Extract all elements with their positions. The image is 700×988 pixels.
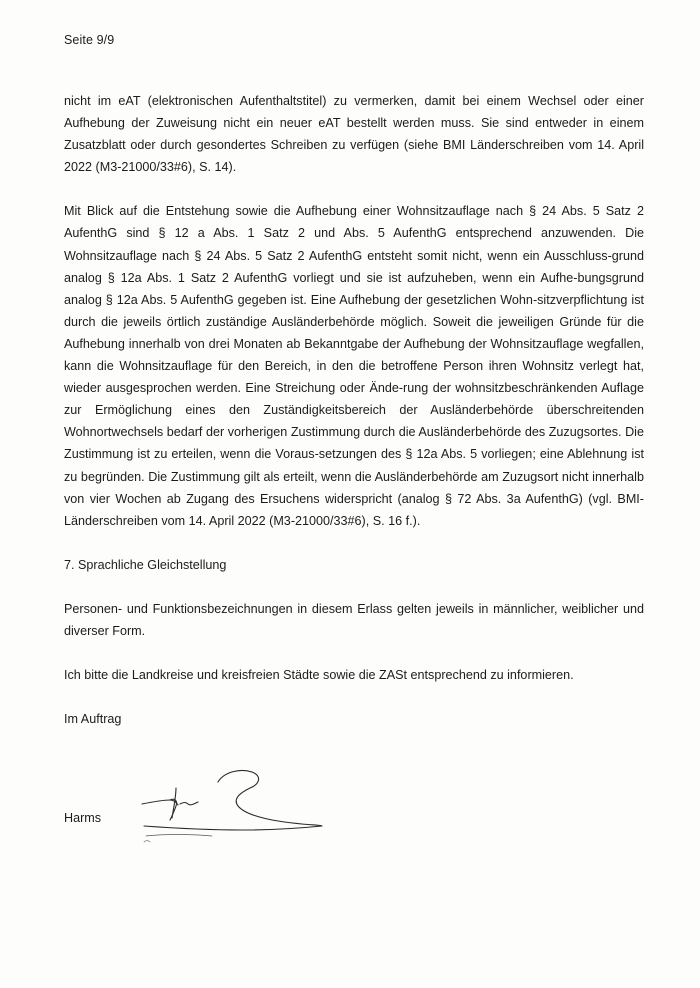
page-number: Seite 9/9 (64, 33, 115, 47)
signer-name: Harms (64, 811, 102, 825)
paragraph-information-request: Ich bitte die Landkreise und kreisfreien Städte sowie die ZASt entsprechend zu informieren. (64, 668, 574, 683)
paragraph-wohnsitzauflage: Mit Blick auf die Entstehung sowie die Aufhebung einer Wohnsitzauflage nach § 24 Abs. 5 Satz 2 AufenthG sind § 12 a Abs. 1 Satz 2 und Abs. 5 AufenthG entsprechend anzuwenden. Die Wohnsitzauflage nach § 24 Abs. 5 Satz 2 AufenthG entsteht somit nicht, wenn ein Ausschluss-grund analog § 12a Abs. 1 Satz 2 AufenthG vorliegt und sie ist aufzuheben, wenn ein Aufhe-bungsgrund analog § 12a Abs. 5 AufenthG gegeben ist. Eine Aufhebung der gesetzlichen Wohn-sitzverpflichtung ist durch die jeweils örtlich zuständige Ausländerbehörde möglich. Soweit die jeweiligen Gründe für die Aufhebung innerhalb von drei Monaten ab Bekanntgabe der Aufhebung der Wohnsitzauflage wegfallen, kann die Wohnsitzauflage für den Bereich, in den die betroffene Person ihren Wohnsitz verlegt hat, wieder ausgesprochen werden. Eine Streichung oder Ände-rung der wohnsitzbeschränkenden Auflage zur Ermöglichung eines den Zuständigkeitsbereich der Ausländerbehörde überschreitenden Wohnortwechsels bedarf der vorherigen Zustimmung durch die Ausländerbehörde des Zuzugsortes. Die Zustimmung ist zu erteilen, wenn die Voraus-setzungen des § 12a Abs. 5 vorliegen; eine Ablehnung ist zu begründen. Die Zustimmung gilt als erteilt, wenn die Ausländerbehörde am Zuzugsort nicht innerhalb von vier Wochen ab Zugang des Ersuchens widerspricht (analog § 72 Abs. 3a AufenthG) (vgl. BMI-Länderschreiben vom 14. April 2022 (M3-21000/33#6), S. 16 f.). (64, 204, 644, 528)
handwritten-signature (132, 762, 332, 852)
paragraph-gleichstellung: Personen- und Funktionsbezeichnungen in diesem Erlass gelten jeweils in männlicher, weiblicher und diverser Form. (64, 601, 644, 638)
im-auftrag-label: Im Auftrag (64, 712, 122, 727)
document-body (64, 90, 644, 730)
section-heading-gleichstellung: 7. Sprachliche Gleichstellung (64, 557, 227, 572)
paragraph-eat-note: nicht im eAT (elektronischen Aufenthaltstitel) zu vermerken, damit bei einem Wechsel oder einer Aufhebung der Zuweisung nicht ein neuer eAT bestellt werden muss. Sie sind entweder in einem Zusatzblatt oder durch gesondertes Schreiben zu verfügen (siehe BMI Länderschreiben vom 14. April 2022 (M3-21000/33#6), S. 14). (64, 94, 644, 175)
